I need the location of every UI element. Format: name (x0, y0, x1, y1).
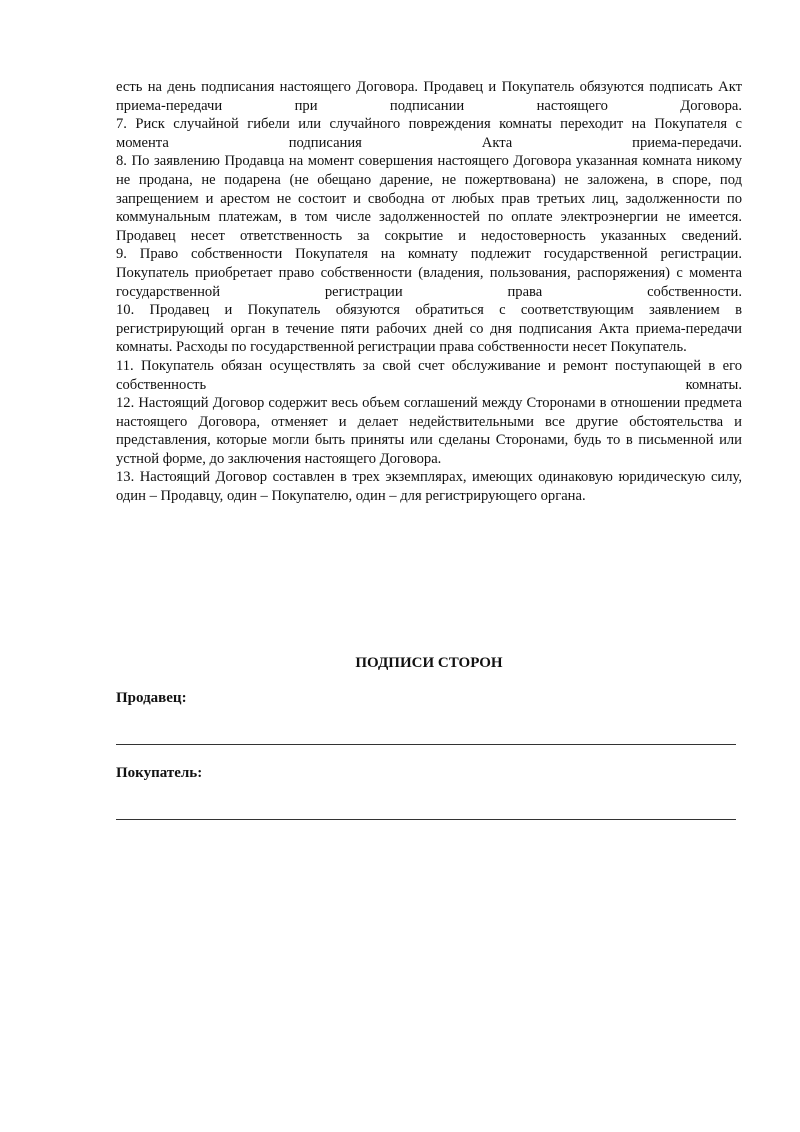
seller-label: Продавец: (116, 690, 187, 706)
buyer-label: Покупатель: (116, 765, 203, 781)
paragraph-13: 13. Настоящий Договор составлен в трех экземплярах, имеющих одинаковую юридическую силу, один – Продавцу, один – Покупателю, один – для регистрирующего органа. (116, 469, 742, 505)
contract-body (116, 78, 742, 506)
seller-signature-line (116, 744, 736, 745)
paragraph-11: 11. Покупатель обязан осуществлять за свой счет обслуживание и ремонт поступающей в его собственность комнаты. (116, 357, 742, 393)
buyer-signature-line (116, 819, 736, 820)
paragraph-7: 7. Риск случайной гибели или случайного повреждения комнаты переходит на Покупателя с момента подписания Акта приема-передачи. (116, 116, 742, 151)
paragraph-8: 8. По заявлению Продавца на момент совершения настоящего Договора указанная комната никому не продана, не подарена (не обещано дарение, не пожертвована) не заложена, в споре, под запрещением и арестом не состоит и свободна от любых прав третьих лиц, задолженности по коммунальным платежам, в том числе задолженностей по оплате электроэнергии не имеется. Продавец несет ответственность за сокрытие и недостоверность указанных сведений. (116, 153, 742, 244)
paragraph-12: 12. Настоящий Договор содержит весь объем соглашений между Сторонами в отношении предмета настоящего Договора, отменяет и делает недействительными все другие обстоятельства и представления, которые могли быть приняты или сделаны Сторонами, будь то в письменной или устной форме, до заключения настоящего Договора. (116, 395, 742, 467)
paragraph-9: 9. Право собственности Покупателя на комнату подлежит государственной регистрации. Покупатель приобретает право собственности (владения, пользования, распоряжения) с момента государственной регистрации права собственности. (116, 246, 742, 300)
paragraph-continuation: есть на день подписания настоящего Договора. Продавец и Покупатель обязуются подписать Акт приема-передачи при подписании настоящего Договора. (116, 79, 742, 114)
signatures-title: ПОДПИСИ СТОРОН (355, 655, 503, 671)
paragraph-10: 10. Продавец и Покупатель обязуются обратиться с соответствующим заявлением в регистрирующий орган в течение пяти рабочих дней со дня подписания Акта приема-передачи комнаты. Расходы по государственной регистрации права собственности несет Покупатель. (116, 302, 742, 356)
